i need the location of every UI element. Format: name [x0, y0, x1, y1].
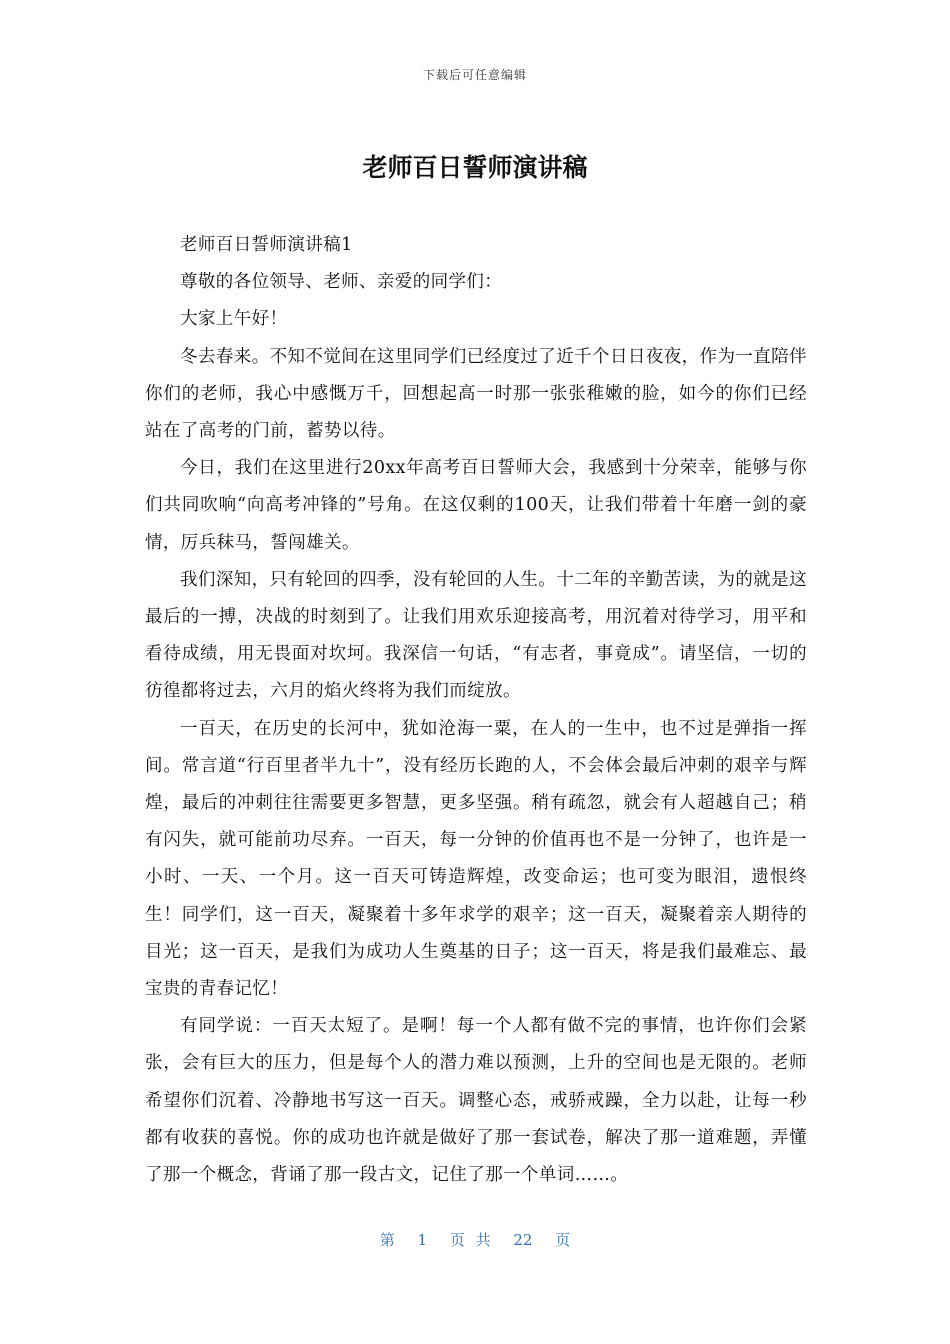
footer-label-pages: 页 — [555, 1231, 571, 1249]
paragraph-greeting: 大家上午好！ — [180, 309, 288, 330]
paragraph: 冬去春来。不知不觉间在这里同学们已经度过了近千个日日夜夜，作为一直陪伴你们的老师，我心中感慨万千，回想起高一时那一张张稚嫩的脸，如今的你们已经站在了高考的门前，蓄势以待。 — [145, 346, 807, 442]
footer-current-page: 1 — [417, 1231, 428, 1249]
paragraph: 今日，我们在这里进行20xx年高考百日誓师大会，我感到十分荣幸，能够与你们共同吹响“向高考冲锋的”号角。在这仅剩的100天，让我们带着十年磨一剑的豪情，厉兵秣马，誓闯雄关。 — [145, 458, 807, 553]
paragraph: 有同学说：一百天太短了。是啊！每一个人都有做不完的事情，也许你们会紧张，会有巨大的压力，但是每个人的潜力难以预测，上升的空间也是无限的。老师希望你们沉着、冷静地书写这一百天。调整心态，戒骄戒躁，全力以赴，让每一秒都有收获的喜悦。你的成功也许就是做好了那一套试卷，解决了那一道难题，弄懂了那一个概念，背诵了那一段古文，记住了那一个单词……。 — [145, 1016, 807, 1186]
paragraph: 一百天，在历史的长河中，犹如沧海一粟，在人的一生中，也不过是弹指一挥间。常言道“行百里者半九十”，没有经历长跑的人，不会体会最后冲刺的艰辛与辉煌，最后的冲刺往往需要更多智慧，更多坚强。稍有疏忽，就会有人超越自己；稍有闪失，就可能前功尽弃。一百天，每一分钟的价值再也不是一分钟了，也许是一小时、一天、一个月。这一百天可铸造辉煌，改变命运；也可变为眼泪，遗恨终生！同学们，这一百天，凝聚着十多年求学的艰辛；这一百天，凝聚着亲人期待的目光；这一百天，是我们为成功人生奠基的日子；这一百天，将是我们最难忘、最宝贵的青春记忆！ — [145, 718, 807, 1000]
footer-label-of: 页 共 — [449, 1231, 491, 1249]
paragraph: 我们深知，只有轮回的四季，没有轮回的人生。十二年的辛勤苦读，为的就是这最后的一搏，决战的时刻到了。让我们用欢乐迎接高考，用沉着对待学习，用平和看待成绩，用无畏面对坎坷。我深信一句话，“有志者，事竟成”。请坚信，一切的彷徨都将过去，六月的焰火终将为我们而绽放。 — [145, 569, 807, 702]
page-footer — [0, 1229, 950, 1250]
document-title: 老师百日誓师演讲稿 — [362, 153, 588, 182]
paragraph-salutation: 尊敬的各位领导、老师、亲爱的同学们： — [180, 272, 503, 293]
footer-label-page: 第 — [379, 1231, 395, 1249]
paragraph-subtitle: 老师百日誓师演讲稿1 — [180, 235, 353, 255]
footer-total-pages: 22 — [513, 1231, 533, 1249]
header-note: 下载后可任意编辑 — [422, 68, 527, 82]
document-body — [145, 227, 807, 1194]
